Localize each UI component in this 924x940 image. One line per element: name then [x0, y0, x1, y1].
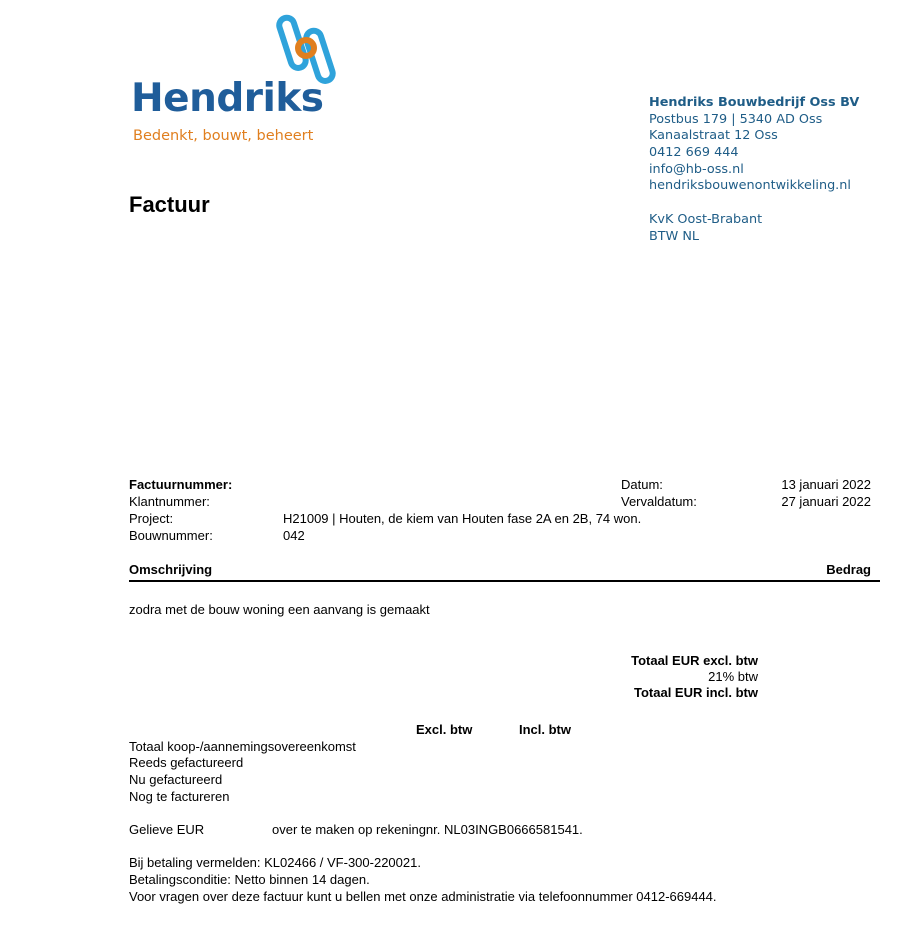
- project-label: Project:: [129, 511, 174, 526]
- brand-name: Hendriks: [131, 76, 324, 121]
- payment-reference: Bij betaling vermelden: KL02466 / VF-300-220021.: [129, 855, 421, 870]
- line-item-description: zodra met de bouw woning een aanvang is gemaakt: [129, 602, 430, 617]
- company-kvk: KvK Oost-Brabant: [649, 211, 763, 227]
- date-label: Datum:: [621, 477, 663, 492]
- questions-contact: Voor vragen over deze factuur kunt u bellen met onze administratie via telefoonnummer 0412-669444.: [129, 889, 717, 904]
- total-excl-vat-label: Totaal EUR excl. btw: [631, 653, 758, 668]
- header-divider: [129, 580, 880, 582]
- vat-label: 21% btw: [708, 669, 758, 684]
- date-value: 13 januari 2022: [781, 477, 871, 492]
- column-header-description: Omschrijving: [129, 562, 213, 577]
- project-value: H21009 | Houten, de kiem van Houten fase 2A en 2B, 74 won.: [283, 511, 642, 526]
- company-street-address: Kanaalstraat 12 Oss: [649, 128, 778, 144]
- document-title: Factuur: [129, 192, 210, 217]
- build-number-value: 042: [283, 528, 305, 543]
- company-phone[interactable]: 0412 669 444: [649, 145, 739, 161]
- company-spacer: [649, 195, 859, 212]
- build-number-label: Bouwnummer:: [129, 528, 213, 543]
- hendriks-logo-icon: [276, 14, 340, 84]
- payment-request-suffix: over te maken op rekeningnr. NL03INGB0666581541.: [272, 822, 583, 837]
- company-info: [649, 95, 859, 245]
- summary-row-to-invoice: Nog te factureren: [129, 789, 230, 804]
- summary-row-contract-total: Totaal koop-/aannemingsovereenkomst: [129, 739, 356, 754]
- column-header-amount: Bedrag: [826, 562, 871, 577]
- summary-header-excl: Excl. btw: [416, 722, 473, 737]
- summary-header-incl: Incl. btw: [519, 722, 571, 737]
- payment-condition: Betalingsconditie: Netto binnen 14 dagen.: [129, 872, 370, 887]
- company-name: Hendriks Bouwbedrijf Oss BV: [649, 95, 860, 110]
- company-btw: BTW NL: [649, 228, 700, 244]
- company-email[interactable]: info@hb-oss.nl: [649, 161, 744, 177]
- due-date-value: 27 januari 2022: [781, 494, 871, 509]
- payment-request-prefix: Gelieve EUR: [129, 822, 205, 837]
- invoice-number-label: Factuurnummer:: [129, 477, 233, 492]
- customer-number-label: Klantnummer:: [129, 494, 210, 509]
- summary-row-already-invoiced: Reeds gefactureerd: [129, 755, 244, 770]
- summary-row-invoiced-now: Nu gefactureerd: [129, 772, 223, 787]
- total-incl-vat-label: Totaal EUR incl. btw: [634, 685, 758, 700]
- due-date-label: Vervaldatum:: [621, 494, 697, 509]
- company-website[interactable]: hendriksbouwenontwikkeling.nl: [649, 178, 851, 194]
- brand-tagline: Bedenkt, bouwt, beheert: [133, 128, 314, 144]
- company-postal-address: Postbus 179 | 5340 AD Oss: [649, 111, 823, 127]
